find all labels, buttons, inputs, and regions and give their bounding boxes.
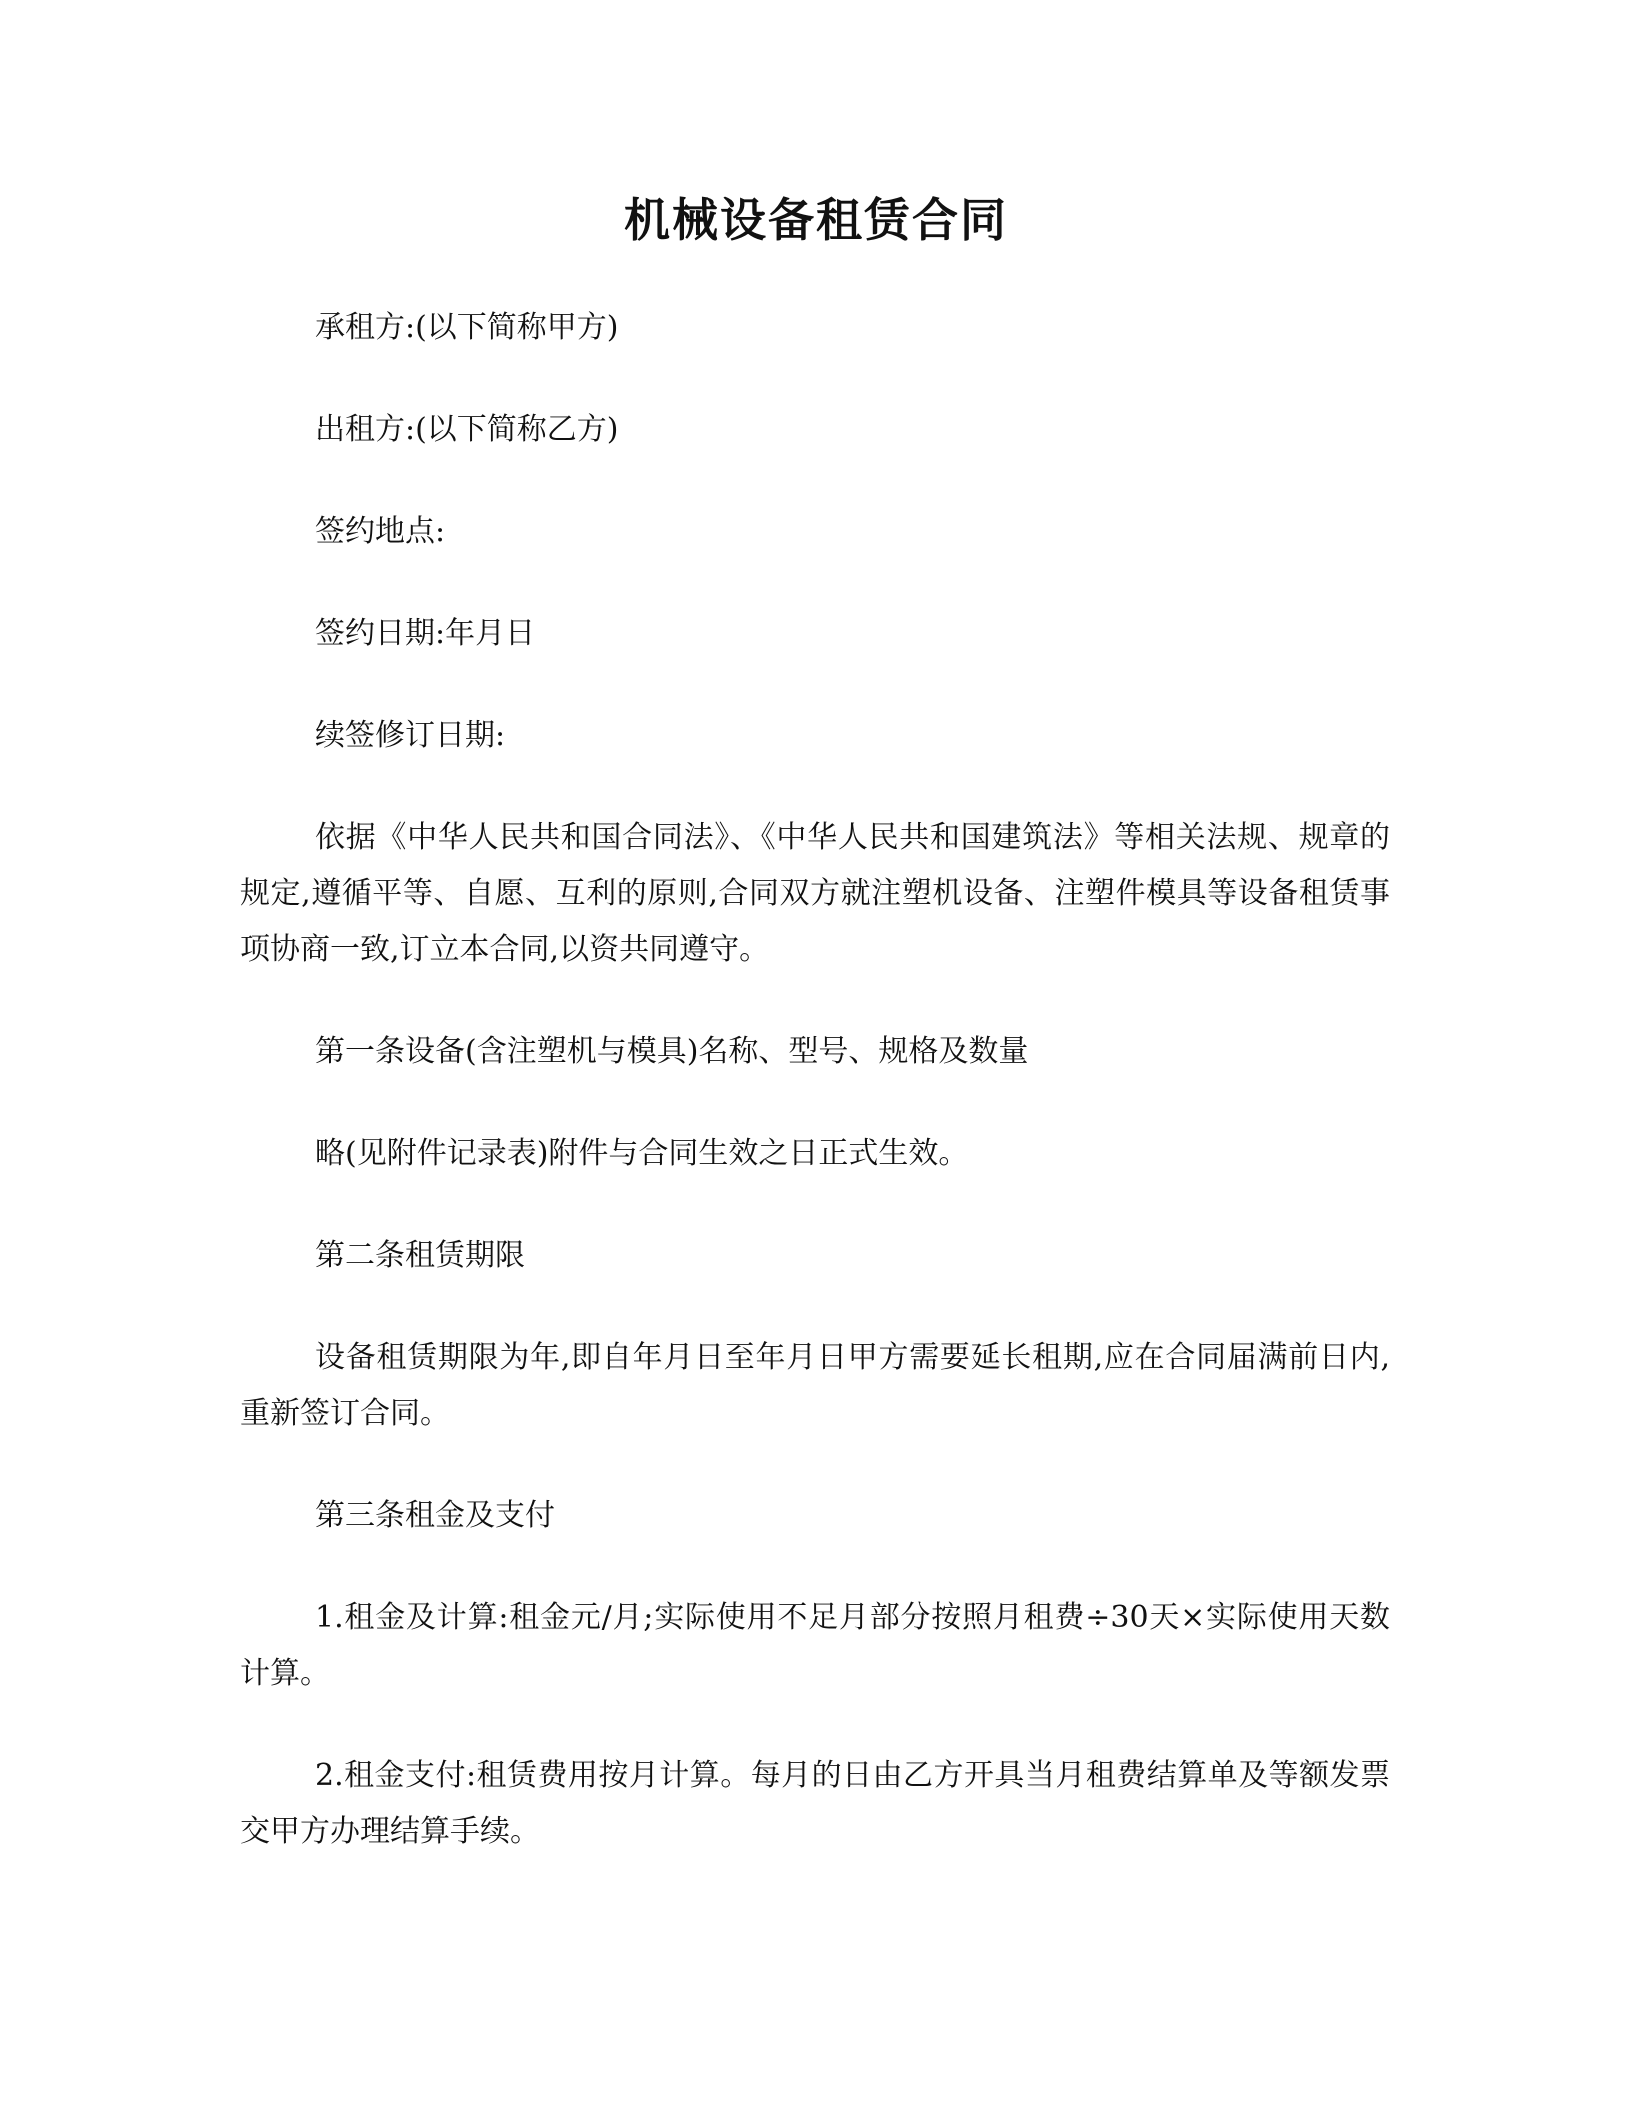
clause-3-heading: 第三条租金及支付 xyxy=(315,1498,555,1533)
clause-2-heading: 第二条租赁期限 xyxy=(315,1238,525,1273)
clause-2-body: 设备租赁期限为年,即自年月日至年月日甲方需要延长租期,应在合同届满前日内,重新签订合同。 xyxy=(240,1340,1390,1431)
paragraph-preamble: 依据《中华人民共和国合同法》、《中华人民共和国建筑法》等相关法规、规章的规定,遵循平等、自愿、互利的原则,合同双方就注塑机设备、注塑件模具等设备租赁事项协商一致,订立本合同,以资共同遵守。 xyxy=(240,820,1390,967)
clause-3-item-1: 1.租金及计算:租金元/月;实际使用不足月部分按照月租费÷30天×实际使用天数计算。 xyxy=(240,1600,1390,1691)
paragraph-signing-date: 签约日期:年月日 xyxy=(315,616,536,651)
paragraph-lessee: 承租方:(以下简称甲方) xyxy=(315,310,619,345)
paragraph-lessor: 出租方:(以下简称乙方) xyxy=(315,412,619,447)
clause-1-body: 略(见附件记录表)附件与合同生效之日正式生效。 xyxy=(315,1136,969,1171)
document-title: 机械设备租赁合同 xyxy=(624,193,1008,247)
paragraph-signing-place: 签约地点: xyxy=(315,514,446,549)
document-body xyxy=(240,300,1390,1906)
clause-1-heading: 第一条设备(含注塑机与模具)名称、型号、规格及数量 xyxy=(315,1034,1029,1069)
clause-3-item-2: 2.租金支付:租赁费用按月计算。每月的日由乙方开具当月租费结算单及等额发票交甲方办理结算手续。 xyxy=(240,1758,1390,1849)
paragraph-renewal-date: 续签修订日期: xyxy=(315,718,506,753)
